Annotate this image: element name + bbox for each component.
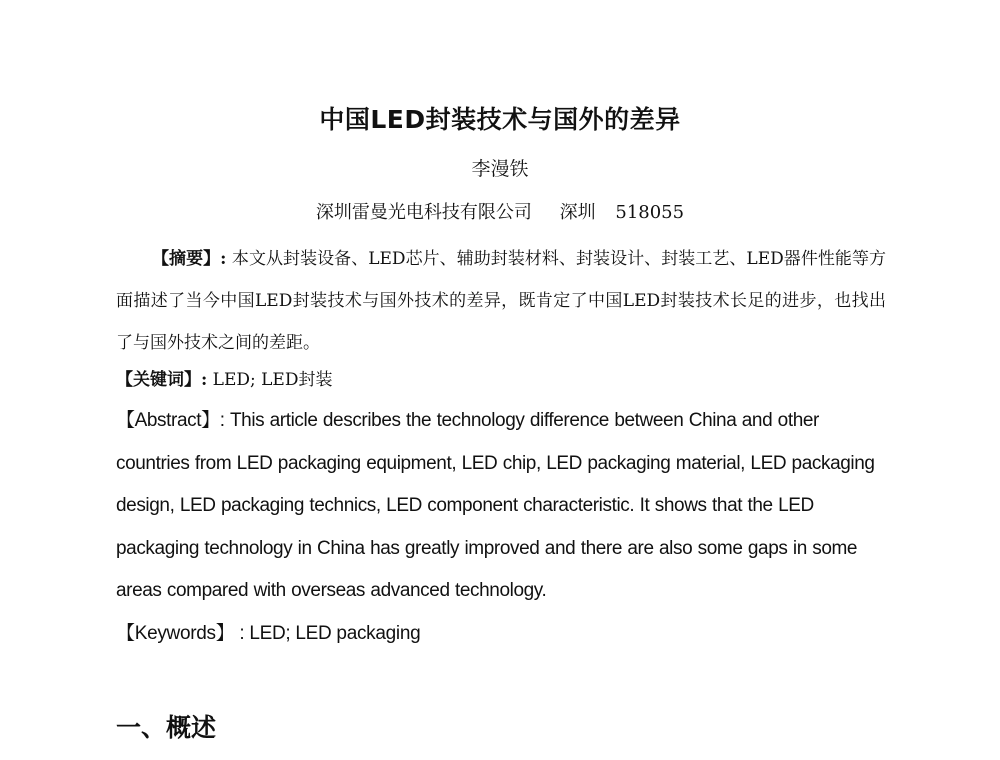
abstract-chinese xyxy=(116,238,886,364)
abstract-english-text: This article describes the technology difference between China and other countries from LED packaging equipment, LED chip, LED packaging material, LED packaging design, LED packaging technics, LED component characteristic. It shows that the LED packaging technology in China has greatly improved and there are also some gaps in some areas compared with overseas advanced technology. xyxy=(116,410,875,601)
abstract-chinese-text: 本文从封装设备、LED芯片、辅助封装材料、封装设计、封装工艺、LED器件性能等方面描述了当今中国LED封装技术与国外技术的差异，既肯定了中国LED封装技术长足的进步，也找出了与国外技术之间的差距。 xyxy=(116,249,887,353)
abstract-english xyxy=(116,400,886,613)
abstract-chinese-label: 【摘要】: xyxy=(152,249,227,269)
keywords-chinese xyxy=(116,364,886,396)
affiliation-line xyxy=(0,198,1000,224)
keywords-english-label: 【Keywords】 xyxy=(116,623,235,644)
affiliation-city: 深圳 xyxy=(559,202,596,223)
keywords-english-text: : LED; LED packaging xyxy=(234,623,421,644)
section-heading: 一、概述 xyxy=(116,713,217,742)
affiliation-organization: 深圳雷曼光电科技有限公司 xyxy=(315,202,532,223)
keywords-chinese-label: 【关键词】: xyxy=(116,370,208,390)
keywords-english xyxy=(116,618,886,650)
paper-title: 中国LED封装技术与国外的差异 xyxy=(319,105,681,134)
author-name: 李漫铁 xyxy=(471,158,529,180)
affiliation-postal-code: 518055 xyxy=(615,202,685,223)
abstract-english-label: 【Abstract】: xyxy=(116,410,225,431)
keywords-chinese-text: LED; LED封装 xyxy=(207,370,333,390)
